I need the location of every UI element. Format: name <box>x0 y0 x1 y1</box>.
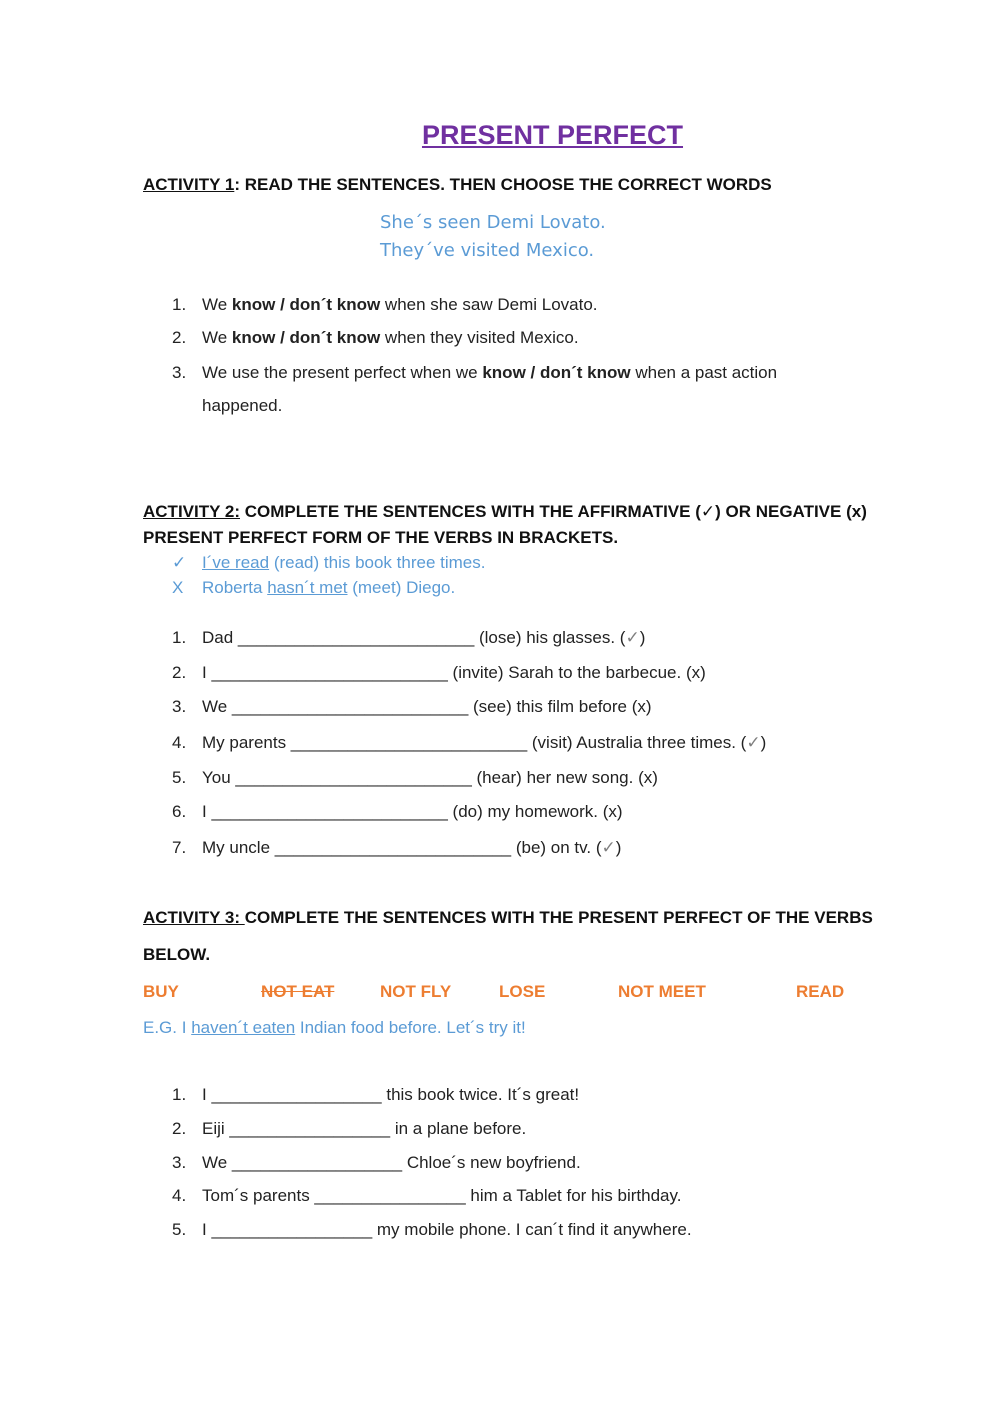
choice-know-dont-know[interactable]: know / don´t know <box>231 328 381 347</box>
word-bank-read: READ <box>796 982 845 1001</box>
check-icon: ✓ <box>601 838 616 857</box>
activity3-item-4[interactable]: 4. Tom´s parents ________________ him a Tablet for his birthday. <box>172 1186 682 1205</box>
activity3-heading <box>143 908 873 928</box>
activity1-example-1: She´s seen Demi Lovato. <box>380 212 606 233</box>
activity2-example-2: X Roberta hasn´t met (meet) Diego. <box>172 578 456 597</box>
word-bank-lose: LOSE <box>499 982 546 1001</box>
activity2-heading <box>143 502 867 522</box>
activity2-item-7[interactable]: 7. My uncle _________________________ (be) on tv. (✓) <box>172 838 622 857</box>
activity1-instruction: : READ THE SENTENCES. THEN CHOOSE THE CORRECT WORDS <box>234 175 772 194</box>
activity2-item-5[interactable]: 5. You _________________________ (hear) her new song. (x) <box>172 768 658 787</box>
activity1-item-3: 3. We use the present perfect when we know / don´t know when a past action <box>172 363 778 382</box>
activity3-item-2[interactable]: 2. Eiji _________________ in a plane before. <box>172 1119 527 1138</box>
activity1-label: ACTIVITY 1 <box>143 175 235 194</box>
choice-know-dont-know[interactable]: know / don´t know <box>231 295 381 314</box>
activity3-item-3[interactable]: 3. We __________________ Chloe´s new boyfriend. <box>172 1153 581 1172</box>
activity1-item-1: 1. We know / don´t know when she saw Demi Lovato. <box>172 295 598 314</box>
activity2-item-2[interactable]: 2. I _________________________ (invite) Sarah to the barbecue. (x) <box>172 663 706 682</box>
word-bank-not-eat: NOT EAT <box>261 982 335 1001</box>
activity1-item-2: 2. We know / don´t know when they visited Mexico. <box>172 328 579 347</box>
activity1-item-3-continued: happened. <box>202 396 283 415</box>
check-icon: ✓ <box>746 733 761 752</box>
activity2-item-3[interactable]: 3. We _________________________ (see) this film before (x) <box>172 697 652 716</box>
word-bank-not-meet: NOT MEET <box>618 982 706 1001</box>
check-icon: ✓ <box>172 553 187 572</box>
activity1-example-2: They´ve visited Mexico. <box>380 240 595 261</box>
activity2-item-6[interactable]: 6. I _________________________ (do) my homework. (x) <box>172 802 623 821</box>
activity2-instruction-line1: COMPLETE THE SENTENCES WITH THE AFFIRMATIVE (✓) OR NEGATIVE (x) <box>239 502 867 521</box>
activity2-label: ACTIVITY 2: <box>143 502 240 521</box>
activity3-item-1[interactable]: 1. I __________________ this book twice. It´s great! <box>172 1085 580 1104</box>
activity3-instruction-line2: BELOW. <box>143 945 211 964</box>
check-icon: ✓ <box>625 628 640 647</box>
page-title: PRESENT PERFECT <box>421 120 684 150</box>
activity2-item-4[interactable]: 4. My parents _________________________ (visit) Australia three times. (✓) <box>172 733 767 752</box>
choice-know-dont-know[interactable]: know / don´t know <box>482 363 631 382</box>
activity3-instruction-line1: COMPLETE THE SENTENCES WITH THE PRESENT PERFECT OF THE VERBS <box>244 908 873 927</box>
activity3-example: E.G. I haven´t eaten Indian food before. Let´s try it! <box>143 1018 526 1037</box>
activity2-item-1[interactable]: 1. Dad _________________________ (lose) his glasses. (✓) <box>172 628 646 647</box>
activity3-label: ACTIVITY 3: <box>143 908 245 927</box>
activity1-heading <box>143 175 772 195</box>
activity2-example-1: ✓ I´ve read (read) this book three times. <box>172 553 486 572</box>
activity3-item-5[interactable]: 5. I _________________ my mobile phone. I can´t find it anywhere. <box>172 1220 692 1239</box>
word-bank-buy: BUY <box>143 982 179 1001</box>
cross-icon: X <box>172 578 184 597</box>
word-bank-not-fly: NOT FLY <box>380 982 452 1001</box>
activity2-instruction-line2: PRESENT PERFECT FORM OF THE VERBS IN BRACKETS. <box>143 528 619 547</box>
